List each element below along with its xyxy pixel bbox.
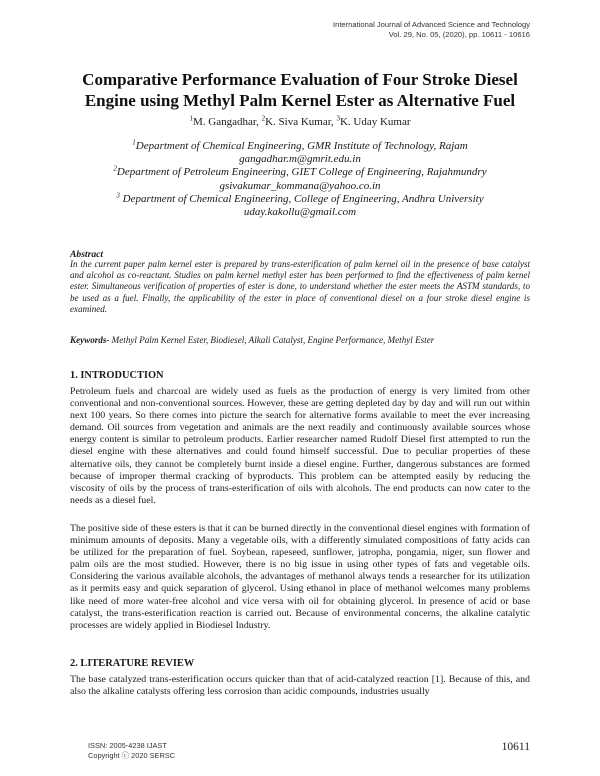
footer-issn: ISSN: 2005-4238 IJAST bbox=[88, 741, 167, 750]
affiliation-2-dept: Department of Petroleum Engineering, GIET College of Engineering, Rajahmundry bbox=[116, 166, 487, 179]
affiliation-1-marker: 1 bbox=[132, 138, 136, 147]
paper-title-line-2: Engine using Methyl Palm Kernel Ester as Alternative Fuel bbox=[84, 91, 516, 110]
affiliation-1-email[interactable]: gangadhar.m@gmrit.edu.in bbox=[239, 153, 361, 166]
affiliation-1 bbox=[70, 140, 530, 153]
introduction-heading: 1. INTRODUCTION bbox=[70, 370, 164, 381]
keywords bbox=[70, 335, 530, 346]
affiliation-2-marker: 2 bbox=[113, 164, 117, 173]
footer-info bbox=[88, 741, 175, 761]
affiliation-2-email[interactable]: gsivakumar_kommana@yahoo.co.in bbox=[219, 179, 381, 192]
author-3-name: K. Uday Kumar bbox=[339, 116, 411, 128]
affiliation-2 bbox=[70, 166, 530, 179]
author-2-marker: 2 bbox=[261, 114, 266, 123]
paper-title bbox=[70, 69, 530, 111]
affiliation-1-dept: Department of Chemical Engineering, GMR Institute of Technology, Rajam bbox=[135, 140, 468, 152]
abstract-text: In the current paper palm kernel ester is prepared by trans-esterification of palm kernel oil in the presence of base catalyst and alcohol as co-reactant. Studies on palm kernel methyl ester has been performed to find the effectiveness of palm kernel ester. Simultaneous verification of properties of ester is done, to understand whether the ester meets the ASTM standards, to be used as a fuel. Finally, the applicability of the ester in place of conventional diesel on a four stroke diesel engine is examined. bbox=[70, 259, 530, 314]
literature-review-heading: 2. LITERATURE REVIEW bbox=[70, 658, 195, 669]
footer-copyright: Copyright ⓒ 2020 SERSC bbox=[88, 751, 176, 760]
author-2-name: K. Siva Kumar, bbox=[265, 116, 337, 128]
introduction-paragraph-1: Petroleum fuels and charcoal are widely used as fuels as the production of energy is very limited from other conventional and non-conventional sources. However, these are getting depleted day by day and will run out within next 100 years. So there comes into picture the search for alternative forms available to meet the ever increasing demand. Oil sources from vegetation and animals are the next readily and continuously available sources whose energy content is similar to petroleum products. Earlier researcher named Rudolf Diesel first attempted to run the diesel engine with these alternatives and could found himself successful. Due to peculiar properties of these alternative oils, they cannot be completely burnt inside a diesel engine. Further, dangerous substances are formed because of improper thermal cracking of byproducts. This problem can be attempted easily by reducing the viscosity of oils by the process of trans-esterification of oils with alcohols. The end products can now cater to the needs as a diesel fuel. bbox=[70, 386, 530, 506]
affiliation-3 bbox=[70, 193, 530, 206]
affiliations bbox=[70, 140, 530, 219]
introduction-paragraph-2: The positive side of these esters is that it can be burned directly in the conventional diesel engines with formation of minimum amounts of deposits. Many a vegetable oils, with a differently simulated compositions of fatty acids can be utilized for the preparation of fuel. Soybean, rapeseed, sunflower, jatropha, pongamia, niger, sun flower and palm oils are the most studied. However, there is no big issue in using other types of fats and vegetable oils. Considering the various available alcohols, the advantages of methanol always tends a researcher for its utilization as it permits easy and quick separation of glycerol. Using ethanol in place of methanol welcomes many problems like need of more water-free alcohol and vice versa with oil for obtaining glycerol. In presence of acid or base catalyst, the trans-esterification reaction is carried out. Because of environmental concerns, the alkaline catalytic processes are widely applied in Biodiesel Industry. bbox=[70, 523, 530, 631]
author-list bbox=[70, 115, 530, 129]
journal-volume: Vol. 29, No. 05, (2020), pp. 10611 - 10616 bbox=[388, 30, 530, 39]
paper-title-line-1: Comparative Performance Evaluation of Four Stroke Diesel bbox=[82, 70, 518, 89]
page-number: 10611 bbox=[501, 741, 530, 753]
affiliation-3-dept: Department of Chemical Engineering, College of Engineering, Andhra University bbox=[119, 192, 484, 205]
journal-header bbox=[333, 20, 530, 40]
keywords-label: Keywords- bbox=[70, 335, 110, 345]
author-3-marker: 3 bbox=[336, 114, 340, 123]
author-1-marker: 1 bbox=[189, 114, 193, 123]
literature-review-paragraph-1: The base catalyzed trans-esterification occurs quicker than that of acid-catalyzed reaction [1]. Because of this, and also the alkaline catalysts offering less corrosion than acidic compounds, industries usually bbox=[70, 674, 530, 698]
affiliation-3-email[interactable]: uday.kakollu@gmail.com bbox=[243, 206, 357, 219]
abstract-heading: Abstract bbox=[70, 249, 104, 260]
author-1-name: M. Gangadhar, bbox=[192, 116, 262, 128]
affiliation-3-marker: 3 bbox=[116, 191, 120, 200]
keywords-text: Methyl Palm Kernel Ester, Biodiesel, Alkali Catalyst, Engine Performance, Methyl Ester bbox=[109, 335, 435, 345]
journal-name: International Journal of Advanced Science and Technology bbox=[332, 20, 530, 29]
